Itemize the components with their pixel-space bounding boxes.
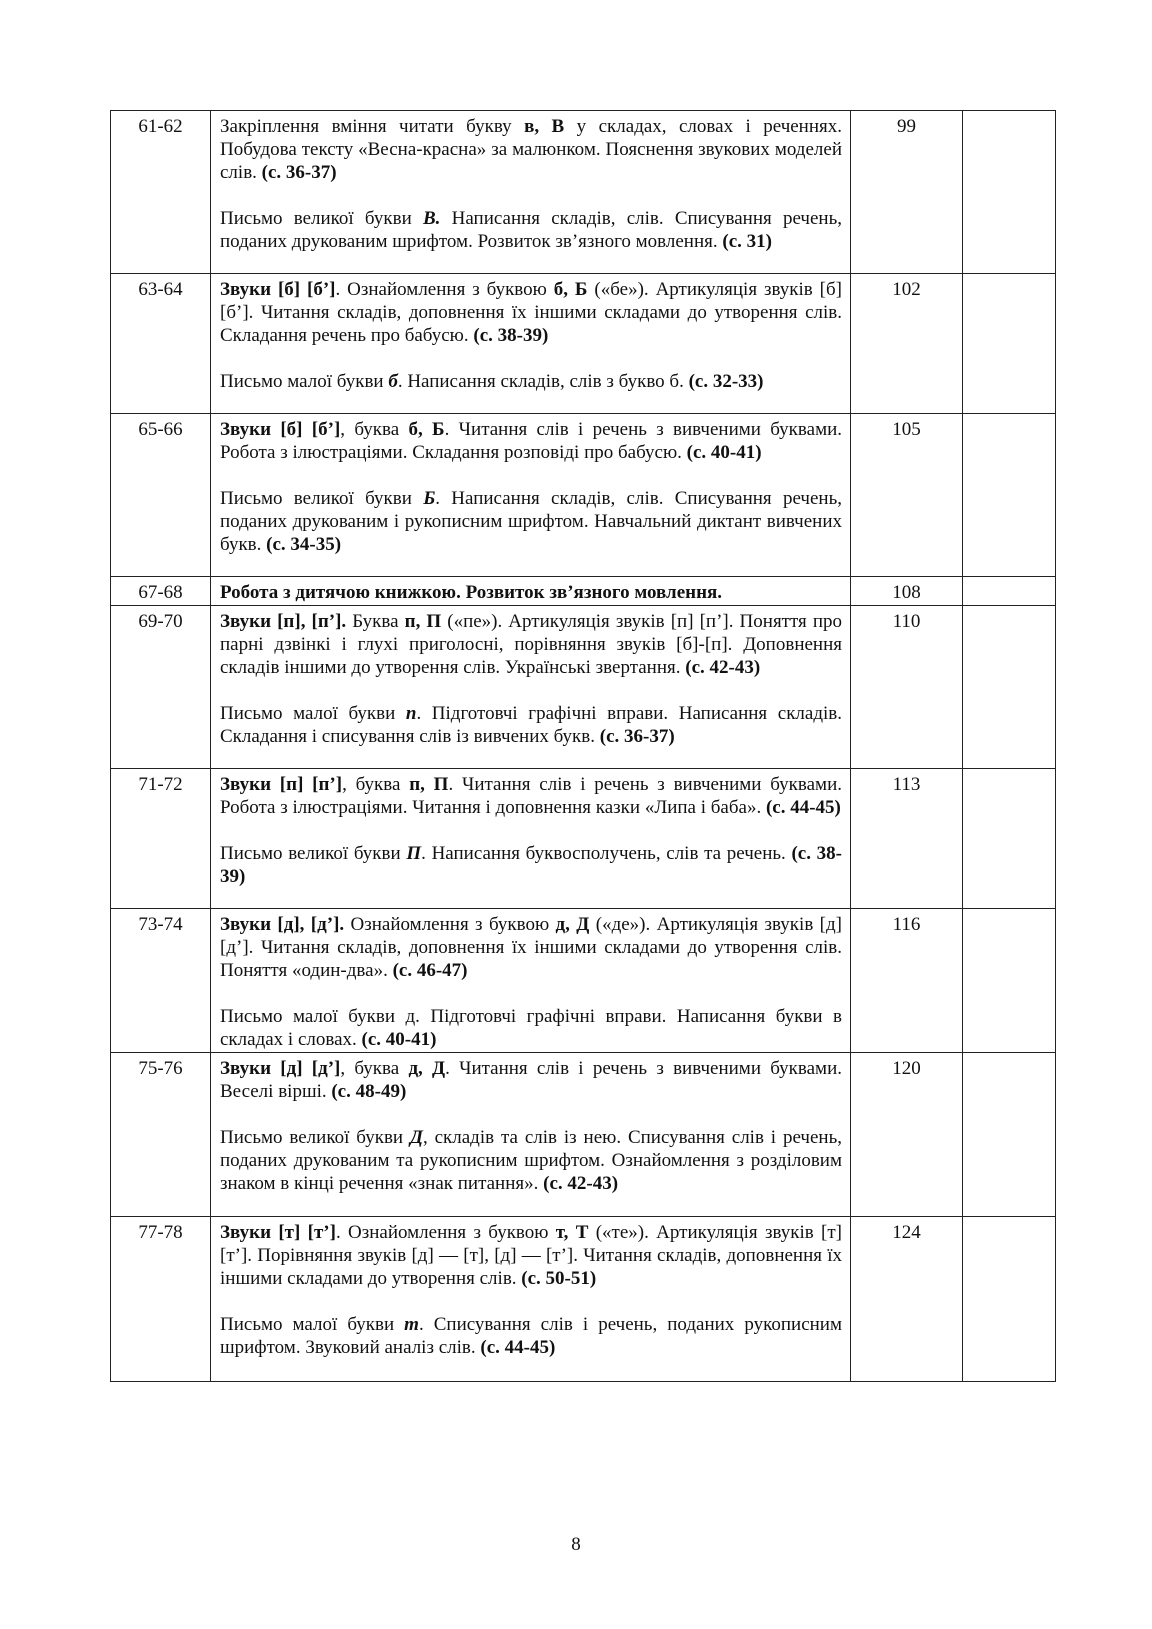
reading-lesson-text: [220, 1057, 842, 1103]
text-segment: . Читання слів і речень з вивченими буквами. Робота з ілюстраціями. Складання розповіді про бабусю.: [220, 419, 843, 463]
text-segment: (с. 42-43): [685, 657, 761, 678]
paragraph-gap: [220, 819, 842, 842]
text-segment: (с. 44-45): [480, 1337, 556, 1358]
paragraph-gap: [220, 1103, 842, 1126]
textbook-page: 113: [851, 769, 963, 909]
notes-cell: [963, 1053, 1056, 1217]
page-number: 8: [571, 1534, 581, 1555]
text-segment: Звуки [д] [д’]: [220, 1058, 341, 1079]
reading-lesson-text: [220, 610, 842, 679]
paragraph-gap: [220, 679, 842, 702]
reading-lesson-text: [220, 115, 842, 184]
reading-lesson-text: [220, 1221, 842, 1290]
reading-lesson-text: [220, 418, 842, 464]
text-segment: Письмо великої букви: [220, 488, 424, 509]
lesson-description: [211, 274, 851, 414]
text-segment: . Ознайомлення з буквою: [335, 279, 554, 300]
text-segment: (с. 50-51): [521, 1268, 597, 1289]
text-segment: . Читання слів і речень з вивченими буквами. Веселі вірші.: [220, 1058, 842, 1102]
lesson-row: [111, 909, 1056, 1053]
lesson-row: [111, 1053, 1056, 1217]
notes-cell: [963, 606, 1056, 769]
lesson-number: 61-62: [111, 111, 211, 274]
textbook-page: 124: [851, 1217, 963, 1382]
text-segment: (с. 31): [722, 231, 772, 252]
lesson-description: [211, 414, 851, 577]
text-segment: Написання складів, слів. Списування речень, поданих друкованим шрифтом. Розвиток зв’язного мовлення.: [220, 208, 843, 252]
text-segment: (с. 42-43): [543, 1173, 619, 1194]
lesson-plan-table: [110, 110, 1056, 1382]
lesson-description: [211, 577, 851, 606]
paragraph-gap: [220, 982, 842, 1005]
text-segment: (с. 44-45): [765, 797, 841, 818]
textbook-page: 108: [851, 577, 963, 606]
text-segment: П: [406, 843, 422, 864]
lesson-number: 73-74: [111, 909, 211, 1053]
text-segment: (с. 36-37): [599, 726, 675, 747]
text-segment: п, П: [404, 611, 442, 632]
paragraph-gap: [220, 184, 842, 207]
text-segment: Звуки [д], [д’].: [220, 914, 345, 935]
text-segment: (с. 40-41): [686, 442, 762, 463]
lesson-description: [211, 909, 851, 1053]
writing-lesson-text: [220, 487, 842, 556]
lesson-description: [211, 769, 851, 909]
lesson-number: 75-76: [111, 1053, 211, 1217]
notes-cell: [963, 909, 1056, 1053]
text-segment: (с. 32-33): [688, 371, 764, 392]
text-segment: , буква: [340, 419, 409, 440]
text-segment: Звуки [п] [п’]: [220, 774, 343, 795]
lesson-row: [111, 414, 1056, 577]
lesson-number: 65-66: [111, 414, 211, 577]
writing-lesson-text: [220, 842, 842, 888]
text-segment: («пе»). Артикуляція звуків [п] [п’]. Поняття про парні дзвінкі і глухі приголосні, порівняння звуків [б]-[п]. Доповнення складів іншими до утворення слів. Українські звертання.: [220, 611, 842, 678]
lesson-row: [111, 274, 1056, 414]
text-segment: , складів та слів із нею. Списування слів і речень, поданих друкованим та рукописним шрифтом. Ознайомлення з розділовим знаком в кінці речення «знак питання».: [220, 1127, 843, 1194]
text-segment: . Ознайомлення з буквою: [335, 1222, 556, 1243]
writing-lesson-text: [220, 702, 842, 748]
paragraph-gap: [220, 464, 842, 487]
text-segment: в, В: [524, 116, 565, 137]
lesson-number: 77-78: [111, 1217, 211, 1382]
textbook-page: 110: [851, 606, 963, 769]
lesson-number: 69-70: [111, 606, 211, 769]
lesson-row: [111, 1217, 1056, 1382]
text-segment: . Написання складів, слів. Списування речень, поданих друкованим і рукописним шрифтом. Навчальний диктант вивчених букв.: [220, 488, 842, 555]
text-segment: Письмо великої букви: [220, 1127, 410, 1148]
textbook-page: 116: [851, 909, 963, 1053]
text-segment: . Написання складів, слів з букво б.: [397, 371, 689, 392]
text-segment: , буква: [342, 774, 410, 795]
text-segment: Д: [409, 1127, 423, 1148]
text-segment: Письмо малої букви д. Підготовчі графічні вправи. Написання букви в складах і словах.: [220, 1006, 842, 1050]
lesson-row: [111, 769, 1056, 909]
text-segment: т, Т: [555, 1222, 589, 1243]
text-segment: (с. 48-49): [331, 1081, 407, 1102]
text-segment: д, Д: [408, 1058, 446, 1079]
text-segment: Буква: [346, 611, 405, 632]
lesson-number: 67-68: [111, 577, 211, 606]
writing-lesson-text: [220, 1126, 842, 1195]
text-segment: п: [405, 703, 417, 724]
text-segment: (с. 46-47): [392, 960, 468, 981]
text-segment: (с. 36-37): [261, 162, 337, 183]
text-segment: Звуки [т] [т’]: [220, 1222, 336, 1243]
text-segment: Письмо малої букви: [220, 371, 389, 392]
text-segment: т: [404, 1314, 419, 1335]
text-segment: («те»). Артикуляція звуків [т] [т’]. Порівняння звуків [д] — [т], [д] — [т’]. Читання складів, доповнення їх іншими складами до утворення слів.: [220, 1222, 843, 1289]
text-segment: Звуки [б] [б’]: [220, 279, 336, 300]
textbook-page: 99: [851, 111, 963, 274]
textbook-page: 120: [851, 1053, 963, 1217]
textbook-page: 102: [851, 274, 963, 414]
text-segment: Письмо великої букви: [220, 843, 407, 864]
text-segment: . Списування слів і речень, поданих рукописним шрифтом. Звуковий аналіз слів.: [220, 1314, 842, 1358]
text-segment: д, Д: [555, 914, 590, 935]
writing-lesson-text: [220, 370, 842, 393]
lesson-description: [211, 606, 851, 769]
lesson-row: [111, 111, 1056, 274]
text-segment: б, Б: [553, 279, 588, 300]
writing-lesson-text: [220, 1313, 842, 1359]
text-segment: Письмо малої букви: [220, 1314, 405, 1335]
reading-lesson-text: [220, 278, 842, 347]
notes-cell: [963, 577, 1056, 606]
text-segment: у складах, словах і реченнях. Побудова тексту «Весна-красна» за малюнком. Пояснення звукових моделей слів.: [220, 116, 843, 183]
lesson-number: 71-72: [111, 769, 211, 909]
paragraph-gap: [220, 347, 842, 370]
lesson-plan-body: [111, 111, 1056, 1382]
reading-lesson-text: [220, 581, 842, 604]
text-segment: (с. 38-39): [220, 843, 843, 887]
text-segment: (с. 34-35): [266, 534, 342, 555]
lesson-description: [211, 1053, 851, 1217]
text-segment: . Написання буквосполучень, слів та речень.: [421, 843, 792, 864]
text-segment: («де»). Артикуляція звуків [д] [д’]. Читання складів, доповнення їх іншими складами до утворення слів. Поняття «один-два».: [220, 914, 842, 981]
notes-cell: [963, 414, 1056, 577]
text-segment: Робота з дитячою книжкою. Розвиток зв’язного мовлення.: [220, 582, 723, 603]
text-segment: Письмо малої букви: [220, 703, 406, 724]
text-segment: . Читання слів і речень з вивченими буквами. Робота з ілюстраціями. Читання і доповнення казки «Липа і баба».: [220, 774, 842, 818]
reading-lesson-text: [220, 773, 842, 819]
text-segment: Звуки [б] [б’]: [220, 419, 341, 440]
text-segment: (с. 40-41): [361, 1029, 437, 1050]
text-segment: Звуки [п], [п’].: [220, 611, 347, 632]
text-segment: Ознайомлення з буквою: [344, 914, 556, 935]
notes-cell: [963, 111, 1056, 274]
notes-cell: [963, 274, 1056, 414]
lesson-row: [111, 577, 1056, 606]
text-segment: (с. 38-39): [473, 325, 549, 346]
notes-cell: [963, 1217, 1056, 1382]
text-segment: Б: [423, 488, 436, 509]
lesson-description: [211, 111, 851, 274]
text-segment: Закріплення вміння читати букву: [220, 116, 525, 137]
text-segment: . Підготовчі графічні вправи. Написання складів. Складання і списування слів із вивчених букв.: [220, 703, 843, 747]
reading-lesson-text: [220, 913, 842, 982]
lesson-row: [111, 606, 1056, 769]
text-segment: («бе»). Артикуляція звуків [б] [б’]. Читання складів, доповнення їх іншими складами до утворення слів. Складання речень про бабусю.: [220, 279, 843, 346]
notes-cell: [963, 769, 1056, 909]
text-segment: б, Б: [408, 419, 445, 440]
writing-lesson-text: [220, 207, 842, 253]
lesson-description: [211, 1217, 851, 1382]
writing-lesson-text: [220, 1005, 842, 1051]
text-segment: Письмо великої букви: [220, 208, 423, 229]
text-segment: В.: [422, 208, 441, 229]
text-segment: п, П: [409, 774, 449, 795]
text-segment: б: [388, 371, 398, 392]
textbook-page: 105: [851, 414, 963, 577]
paragraph-gap: [220, 1290, 842, 1313]
text-segment: , буква: [340, 1058, 409, 1079]
lesson-number: 63-64: [111, 274, 211, 414]
